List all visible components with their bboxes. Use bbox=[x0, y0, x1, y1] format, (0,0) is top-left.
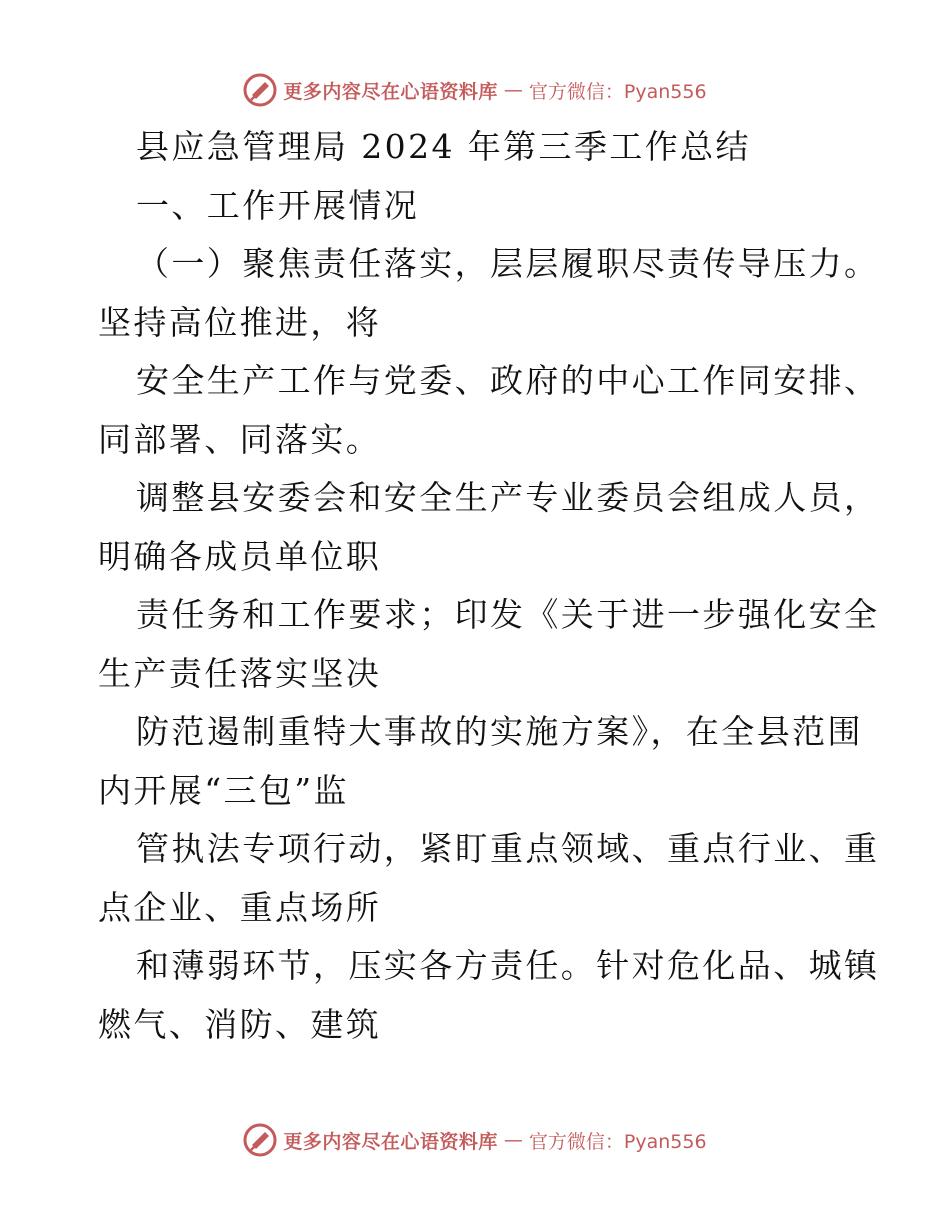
banner-wechat: 官方微信：Pyan556 bbox=[528, 1130, 707, 1153]
paragraph-line: 同部署、同落实。 bbox=[98, 419, 382, 459]
brand-logo-icon bbox=[243, 73, 277, 107]
header-watermark-banner bbox=[0, 70, 950, 110]
paragraph-line: 燃气、消防、建筑 bbox=[98, 1004, 382, 1044]
paragraph-line: 点企业、重点场所 bbox=[98, 887, 382, 927]
paragraph-line: 生产责任落实坚决 bbox=[98, 653, 382, 693]
paragraph-line: 安全生产工作与党委、政府的中心工作同安排、 bbox=[136, 361, 880, 400]
banner-text: 更多内容尽在心语资料库 bbox=[283, 1130, 498, 1153]
section-heading: 一、工作开展情况 bbox=[136, 185, 420, 225]
paragraph-line: （一）聚焦责任落实，层层履职尽责传导压力。 bbox=[136, 244, 880, 283]
banner-text: 更多内容尽在心语资料库 bbox=[283, 80, 498, 103]
paragraph-line: 责任务和工作要求；印发《关于进一步强化安全 bbox=[136, 595, 880, 634]
brand-logo-icon bbox=[243, 1123, 277, 1157]
paragraph-line: 内开展“三包”监 bbox=[98, 770, 349, 810]
document-title: 县应急管理局 2024 年第三季工作总结 bbox=[136, 127, 751, 166]
banner-wechat: 官方微信：Pyan556 bbox=[528, 80, 707, 103]
paragraph-line: 明确各成员单位职 bbox=[98, 536, 382, 576]
banner-separator: — bbox=[503, 1129, 523, 1151]
footer-watermark-banner bbox=[0, 1120, 950, 1160]
paragraph-line: 和薄弱环节，压实各方责任。针对危化品、城镇 bbox=[136, 946, 880, 985]
document-body bbox=[98, 118, 880, 1054]
paragraph-line: 管执法专项行动，紧盯重点领域、重点行业、重 bbox=[136, 829, 880, 868]
paragraph-line: 防范遏制重特大事故的实施方案》，在全县范围 bbox=[136, 712, 863, 751]
paragraph-line: 调整县安委会和安全生产专业委员会组成人员， bbox=[136, 478, 880, 517]
banner-separator: — bbox=[503, 79, 523, 101]
paragraph-line: 坚持高位推进，将 bbox=[98, 302, 382, 342]
